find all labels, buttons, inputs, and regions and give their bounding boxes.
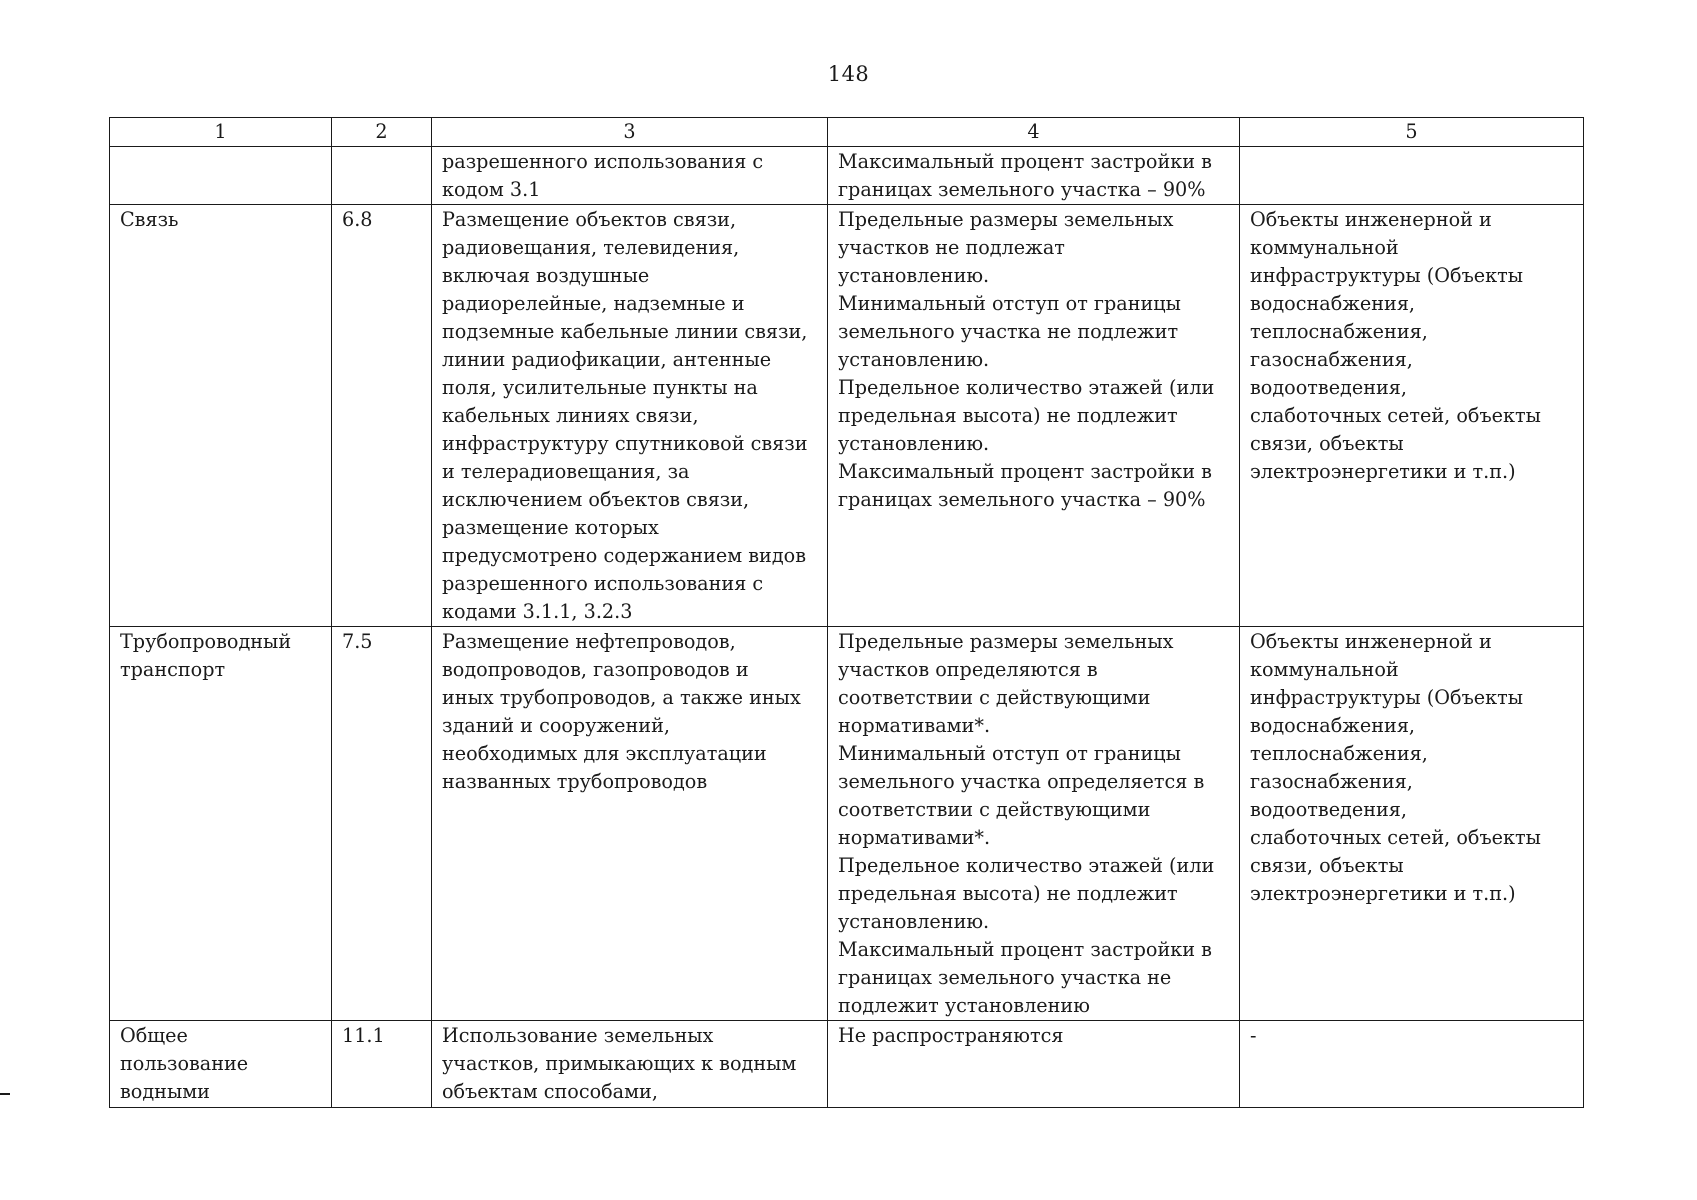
parameters-cell: Предельные размеры земельных участков определяются в соответствии с действующими нормативами*. Минимальный отступ от границы земельного участка определяется в соответствии с действующими нормативами*. Предельное количество этажей (или предельная высота) не подлежит установлению. Максимальный процент застройки в границах земельного участка не подлежит установлению [828, 627, 1240, 1021]
table-row [110, 1021, 1584, 1108]
column-header: 5 [1240, 118, 1584, 147]
table-row [110, 147, 1584, 205]
column-header: 3 [432, 118, 828, 147]
column-header: 1 [110, 118, 332, 147]
table-row [110, 627, 1584, 1021]
parameters-cell: Предельные размеры земельных участков не подлежат установлению. Минимальный отступ от границы земельного участка не подлежит установлению. Предельное количество этажей (или предельная высота) не подлежит установлению. Максимальный процент застройки в границах земельного участка – 90% [828, 205, 1240, 627]
land-use-name-cell: Трубопроводный транспорт [110, 627, 332, 1021]
land-use-description-cell: Размещение нефтепроводов, водопроводов, газопроводов и иных трубопроводов, а также иных зданий и сооружений, необходимых для эксплуатации названных трубопроводов [432, 627, 828, 1021]
auxiliary-objects-cell [1240, 147, 1584, 205]
column-header: 4 [828, 118, 1240, 147]
land-use-code-cell: 6.8 [332, 205, 432, 627]
table-row [110, 205, 1584, 627]
column-header: 2 [332, 118, 432, 147]
land-use-code-cell: 11.1 [332, 1021, 432, 1108]
auxiliary-objects-cell: - [1240, 1021, 1584, 1108]
margin-mark [0, 1093, 10, 1095]
parameters-cell: Максимальный процент застройки в границах земельного участка – 90% [828, 147, 1240, 205]
table-header-row [110, 118, 1584, 147]
land-use-code-cell [332, 147, 432, 205]
land-use-description-cell: разрешенного использования с кодом 3.1 [432, 147, 828, 205]
page-number: 148 [827, 62, 870, 86]
land-use-description-cell: Размещение объектов связи, радиовещания, телевидения, включая воздушные радиорелейные, надземные и подземные кабельные линии связи, линии радиофикации, антенные поля, усилительные пункты на кабельных линиях связи, инфраструктуру спутниковой связи и телерадиовещания, за исключением объектов связи, размещение которых предусмотрено содержанием видов разрешенного использования с кодами 3.1.1, 3.2.3 [432, 205, 828, 627]
parameters-cell: Не распространяются [828, 1021, 1240, 1108]
land-use-description-cell: Использование земельных участков, примыкающих к водным объектам способами, [432, 1021, 828, 1108]
land-use-name-cell: Связь [110, 205, 332, 627]
land-use-name-cell: Общее пользование водными [110, 1021, 332, 1108]
land-use-table [109, 117, 1584, 1108]
land-use-name-cell [110, 147, 332, 205]
auxiliary-objects-cell: Объекты инженерной и коммунальной инфраструктуры (Объекты водоснабжения, теплоснабжения, газоснабжения, водоотведения, слаботочных сетей, объекты связи, объекты электроэнергетики и т.п.) [1240, 205, 1584, 627]
auxiliary-objects-cell: Объекты инженерной и коммунальной инфраструктуры (Объекты водоснабжения, теплоснабжения, газоснабжения, водоотведения, слаботочных сетей, объекты связи, объекты электроэнергетики и т.п.) [1240, 627, 1584, 1021]
land-use-code-cell: 7.5 [332, 627, 432, 1021]
